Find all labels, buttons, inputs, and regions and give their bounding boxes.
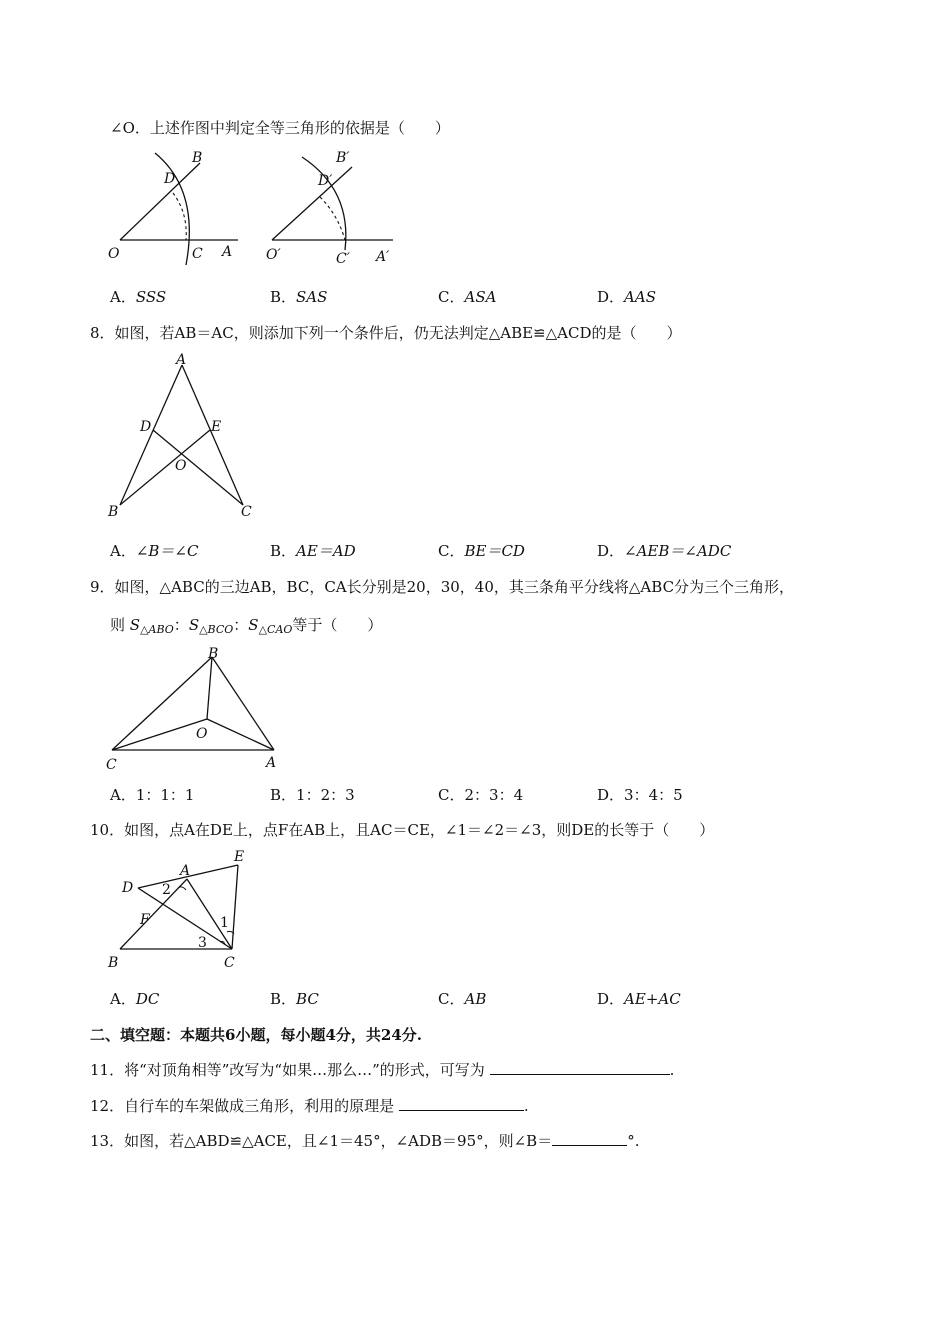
- q12-stem: 12．自行车的车架做成三角形，利用的原理是 .: [90, 1097, 529, 1115]
- q8-label-C: C: [241, 504, 252, 520]
- q12-answer-blank[interactable]: [399, 1096, 524, 1111]
- q13-stem: 13．如图，若△ABD≌△ACE，且∠1＝45°，∠ADB＝95°，则∠B＝ °.: [90, 1132, 640, 1150]
- q7r-label-B: B′: [336, 150, 350, 166]
- q7-stem-tail: ∠O．上述作图中判定全等三角形的依据是（ ）: [110, 119, 450, 137]
- q13-answer-blank[interactable]: [552, 1131, 627, 1146]
- q10-label-E: E: [234, 849, 245, 865]
- q9-stem: 9．如图，△ABC的三边AB，BC，CA长分别是20，30，40，其三条角平分线将△ABC分为三个三角形，: [90, 578, 795, 596]
- q10-label-angle1: 1: [220, 915, 229, 931]
- q9-option-a: A．1：1：1: [110, 786, 195, 804]
- q9-label-C: C: [106, 757, 117, 773]
- q10-stem: 10．如图，点A在DE上，点F在AB上，且AC＝CE，∠1＝∠2＝∠3，则DE的长等于（ ）: [90, 821, 715, 839]
- q9-label-O: O: [196, 726, 208, 742]
- q11-answer-blank[interactable]: [490, 1060, 670, 1075]
- q7l-label-A: A: [222, 244, 233, 260]
- q10-option-a: A．DC: [110, 990, 160, 1008]
- q8-label-D: D: [140, 419, 152, 435]
- q10-label-D: D: [122, 880, 134, 896]
- q8-label-A: A: [176, 352, 187, 368]
- q10-option-c: C．AB: [438, 990, 487, 1008]
- q7l-label-D: D: [164, 171, 176, 187]
- q8-option-b: B．AE＝AD: [270, 542, 356, 560]
- q7r-label-D: D′: [318, 173, 333, 189]
- q7l-label-C: C: [192, 246, 203, 262]
- q7r-label-A: A′: [376, 249, 390, 265]
- q7-option-c: C．ASA: [438, 288, 497, 306]
- q7l-label-O: O: [108, 246, 120, 262]
- q10-figure: [100, 848, 260, 973]
- q8-label-O: O: [175, 458, 187, 474]
- q11-stem: 11．将“对顶角相等”改写为“如果…那么…”的形式，可写为 .: [90, 1061, 675, 1079]
- q7-option-d: D．AAS: [597, 288, 656, 306]
- q7-figure-right: [260, 145, 410, 270]
- q7-figure-left: [100, 145, 250, 270]
- q7-option-b: B．SAS: [270, 288, 328, 306]
- q9-option-b: B．1：2：3: [270, 786, 355, 804]
- q7l-label-B: B: [192, 150, 203, 166]
- q10-label-angle3: 3: [198, 935, 207, 951]
- q10-label-angle2: 2: [162, 882, 171, 898]
- q10-label-A: A: [180, 863, 191, 879]
- q9-stem-line2: 则 $S_{\triangle ABO}$：$S_{\triangle BCO}$：$S_{\triangle CAO}$等于（ ）: [110, 616, 383, 636]
- q9-label-B: B: [208, 646, 219, 662]
- q9-option-c: C．2：3：4: [438, 786, 524, 804]
- q9-label-A: A: [266, 755, 277, 771]
- q9-figure: [100, 643, 290, 773]
- q7r-label-O: O′: [266, 247, 281, 263]
- q8-option-a: A．∠B＝∠C: [110, 542, 199, 560]
- q8-figure: [100, 350, 270, 525]
- q8-option-c: C．BE＝CD: [438, 542, 525, 560]
- q8-label-B: B: [108, 504, 119, 520]
- q8-stem: 8．如图，若AB＝AC，则添加下列一个条件后，仍无法判定△ABE≌△ACD的是（ ）: [90, 324, 682, 342]
- q7r-label-C: C′: [336, 251, 350, 267]
- q9-option-d: D．3：4：5: [597, 786, 683, 804]
- section2-title: 二、填空题：本题共6小题，每小题4分，共24分.: [90, 1026, 422, 1044]
- q10-option-d: D．AE+AC: [597, 990, 681, 1008]
- q8-label-E: E: [211, 419, 222, 435]
- q10-option-b: B．BC: [270, 990, 319, 1008]
- q10-label-C: C: [224, 955, 235, 971]
- q10-label-B: B: [108, 955, 119, 971]
- q10-label-F: F: [140, 912, 150, 928]
- q7-option-a: A．SSS: [110, 288, 167, 306]
- q8-option-d: D．∠AEB＝∠ADC: [597, 542, 732, 560]
